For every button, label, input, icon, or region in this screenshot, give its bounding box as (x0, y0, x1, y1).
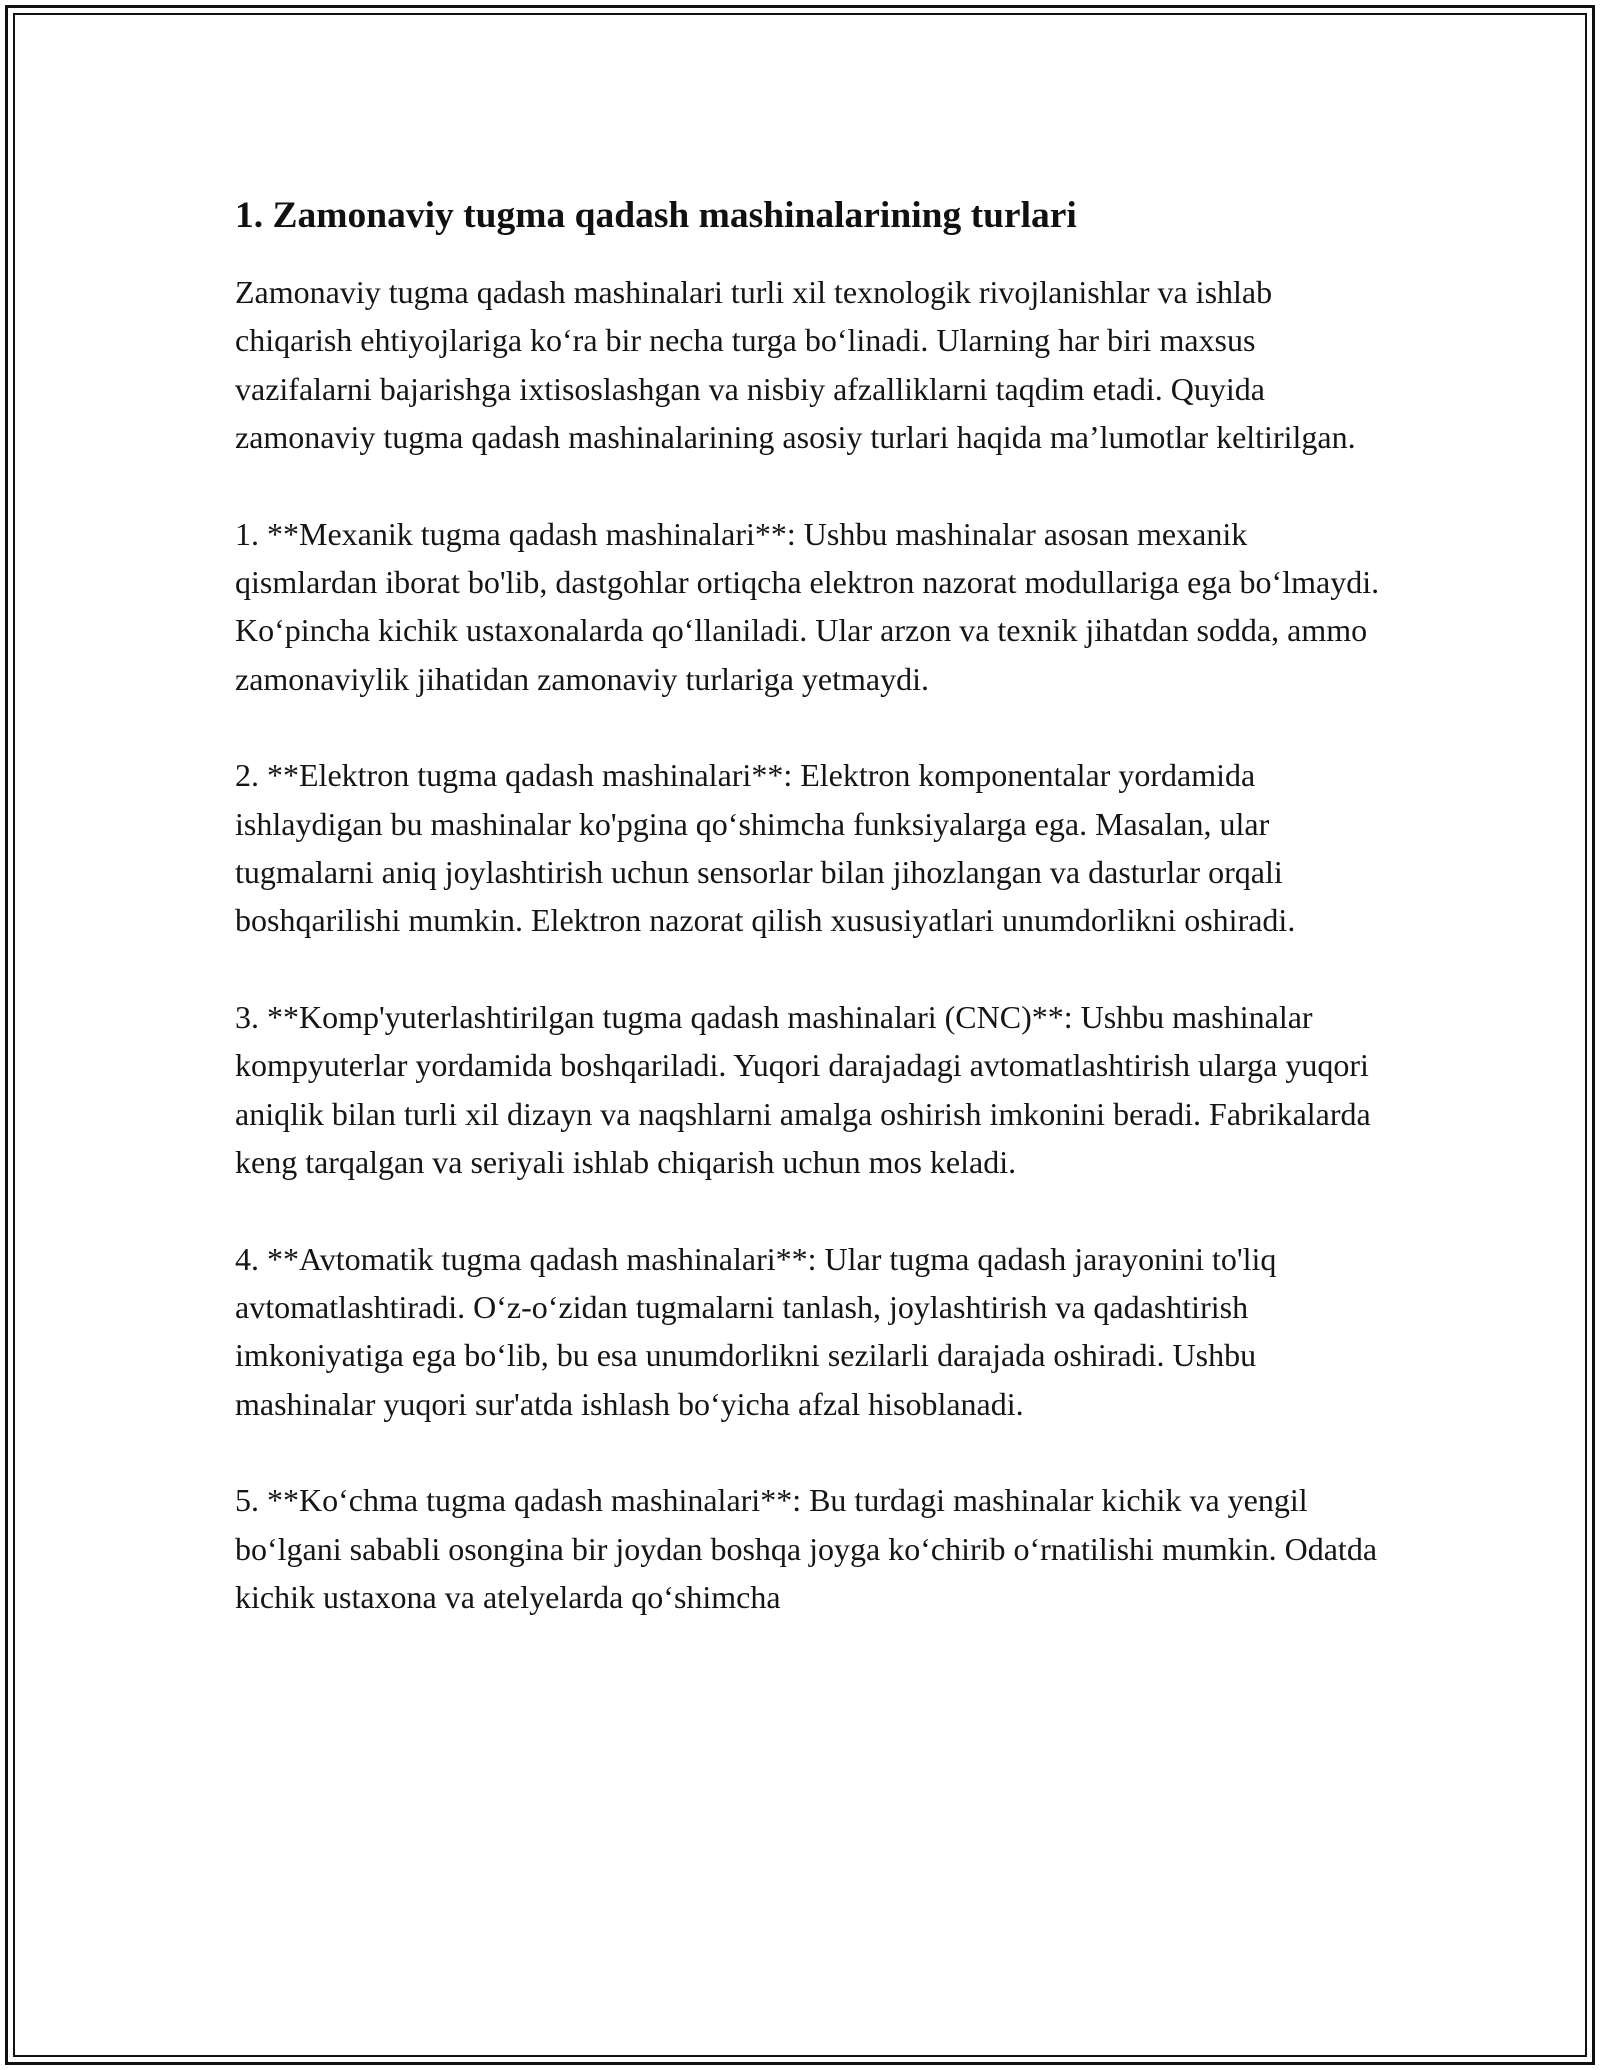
document-body (235, 180, 1380, 1669)
list-item-cnc: 3. **Komp'yuterlashtirilgan tugma qadash mashinalari (CNC)**: Ushbu mashinalar kompyuterlar yordamida boshqariladi. Yuqori darajadagi avtomatlashtirish ularga yuqori aniqlik bilan turli xil dizayn va naqshlarni amalga oshirish imkonini beradi. Fabrikalarda keng tarqalgan va seriyali ishlab chiqarish uchun mos keladi. (235, 998, 1371, 1181)
section-heading: 1. Zamonaviy tugma qadash mashinalarining turlari (235, 195, 1077, 236)
list-item-portable: 5. **Ko‘chma tugma qadash mashinalari**: Bu turdagi mashinalar kichik va yengil bo‘lgani sababli osongina bir joydan boshqa joyga ko‘chirib o‘rnatilishi mumkin. Odatda kichik ustaxona va atelyelarda qo‘shimcha (235, 1482, 1378, 1615)
intro-paragraph: Zamonaviy tugma qadash mashinalari turli xil texnologik rivojlanishlar va ishlab chiqarish ehtiyojlariga ko‘ra bir necha turga bo‘linadi. Ularning har biri maxsus vazifalarni bajarishga ixtisoslashgan va nisbiy afzalliklarni taqdim etadi. Quyida zamonaviy tugma qadash mashinalarining asosiy turlari haqida ma’lumotlar keltirilgan. (235, 274, 1356, 456)
list-item-automatic: 4. **Avtomatik tugma qadash mashinalari**: Ular tugma qadash jarayonini to'liq avtomatlashtiradi. O‘z-o‘zidan tugmalarni tanlash, joylashtirish va qadashtirish imkoniyatiga ega bo‘lib, bu esa unumdorlikni sezilarli darajada oshiradi. Ushbu mashinalar yuqori sur'atda ishlash bo‘yicha afzal hisoblanadi. (235, 1240, 1277, 1422)
list-item-mechanical: 1. **Mexanik tugma qadash mashinalari**: Ushbu mashinalar asosan mexanik qismlardan iborat bo'lib, dastgohlar ortiqcha elektron nazorat modullariga ega bo‘lmaydi. Ko‘pincha kichik ustaxonalarda qo‘llaniladi. Ular arzon va texnik jihatdan sodda, ammo zamonaviylik jihatidan zamonaviy turlariga yetmaydi. (235, 515, 1380, 697)
list-item-electronic: 2. **Elektron tugma qadash mashinalari**: Elektron komponentalar yordamida ishlaydigan bu mashinalar ko'pgina qo‘shimcha funksiyalarga ega. Masalan, ular tugmalarni aniq joylashtirish uchun sensorlar bilan jihozlangan va dasturlar orqali boshqarilishi mumkin. Elektron nazorat qilish xususiyatlari unumdorlikni oshiradi. (235, 757, 1296, 939)
